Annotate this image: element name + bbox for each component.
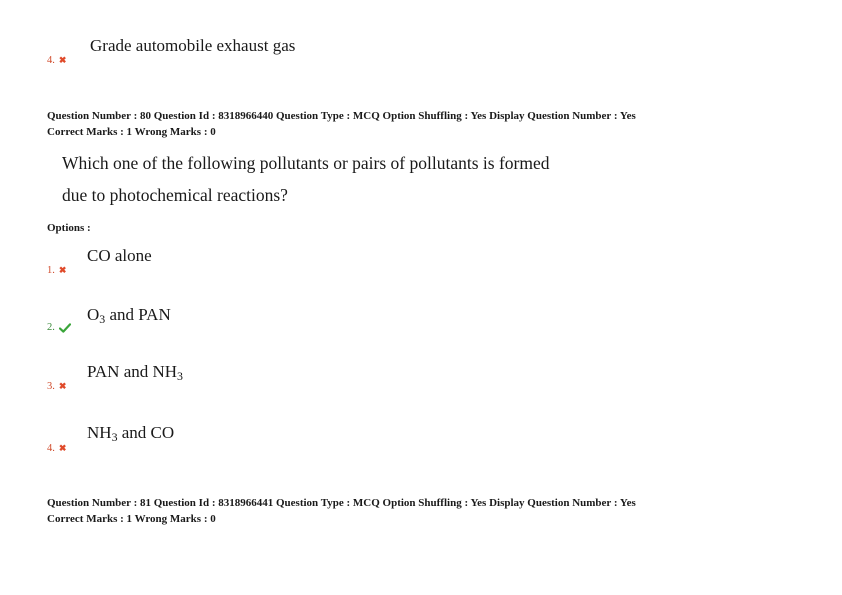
option-2-text-main: O <box>87 305 100 324</box>
option-3-number <box>47 381 66 392</box>
option-4-number <box>47 443 66 454</box>
option-3-text-main: PAN and NH <box>87 362 178 381</box>
cross-icon: ✖ <box>58 55 67 65</box>
options-label: Options : <box>47 222 91 234</box>
question-text <box>62 147 549 211</box>
option-2-text-sub: 3 <box>99 311 106 326</box>
question-text-line1: Which one of the following pollutants or pairs of pollutants is formed <box>62 153 550 173</box>
option-3-text <box>87 362 183 382</box>
option-2-number <box>47 322 71 333</box>
question-meta-line2: Correct Marks : 1 Wrong Marks : 0 <box>47 513 216 525</box>
prev-option-text: Grade automobile exhaust gas <box>90 36 296 55</box>
question-meta-line2: Correct Marks : 1 Wrong Marks : 0 <box>47 126 216 138</box>
question-meta <box>47 108 636 140</box>
option-1-text: CO alone <box>87 246 152 265</box>
checkmark-icon <box>59 323 71 333</box>
cross-icon: ✖ <box>58 265 67 275</box>
option-index: 4. <box>47 443 55 454</box>
option-4-text-rest: and CO <box>117 423 175 442</box>
question-text-line2: due to photochemical reactions? <box>62 185 288 205</box>
cross-icon: ✖ <box>58 443 67 453</box>
cross-icon: ✖ <box>58 381 67 391</box>
option-index: 2. <box>47 322 55 333</box>
next-question-meta <box>47 495 636 527</box>
option-index: 1. <box>47 265 55 276</box>
option-1-number <box>47 265 66 276</box>
option-3-text-sub: 3 <box>177 368 183 383</box>
option-2-text <box>87 305 171 325</box>
option-4-text <box>87 423 174 443</box>
option-4-text-main: NH <box>87 423 112 442</box>
option-index: 3. <box>47 381 55 392</box>
option-index: 4. <box>47 55 55 66</box>
prev-option-number <box>47 55 66 66</box>
question-meta-line1: Question Number : 81 Question Id : 8318966441 Question Type : MCQ Option Shuffling : Yes Display Question Number : Yes <box>47 497 636 509</box>
question-meta-line1: Question Number : 80 Question Id : 8318966440 Question Type : MCQ Option Shuffling : Yes Display Question Number : Yes <box>47 110 636 122</box>
option-2-text-rest: and PAN <box>105 305 171 324</box>
option-4-text-sub: 3 <box>111 429 118 444</box>
